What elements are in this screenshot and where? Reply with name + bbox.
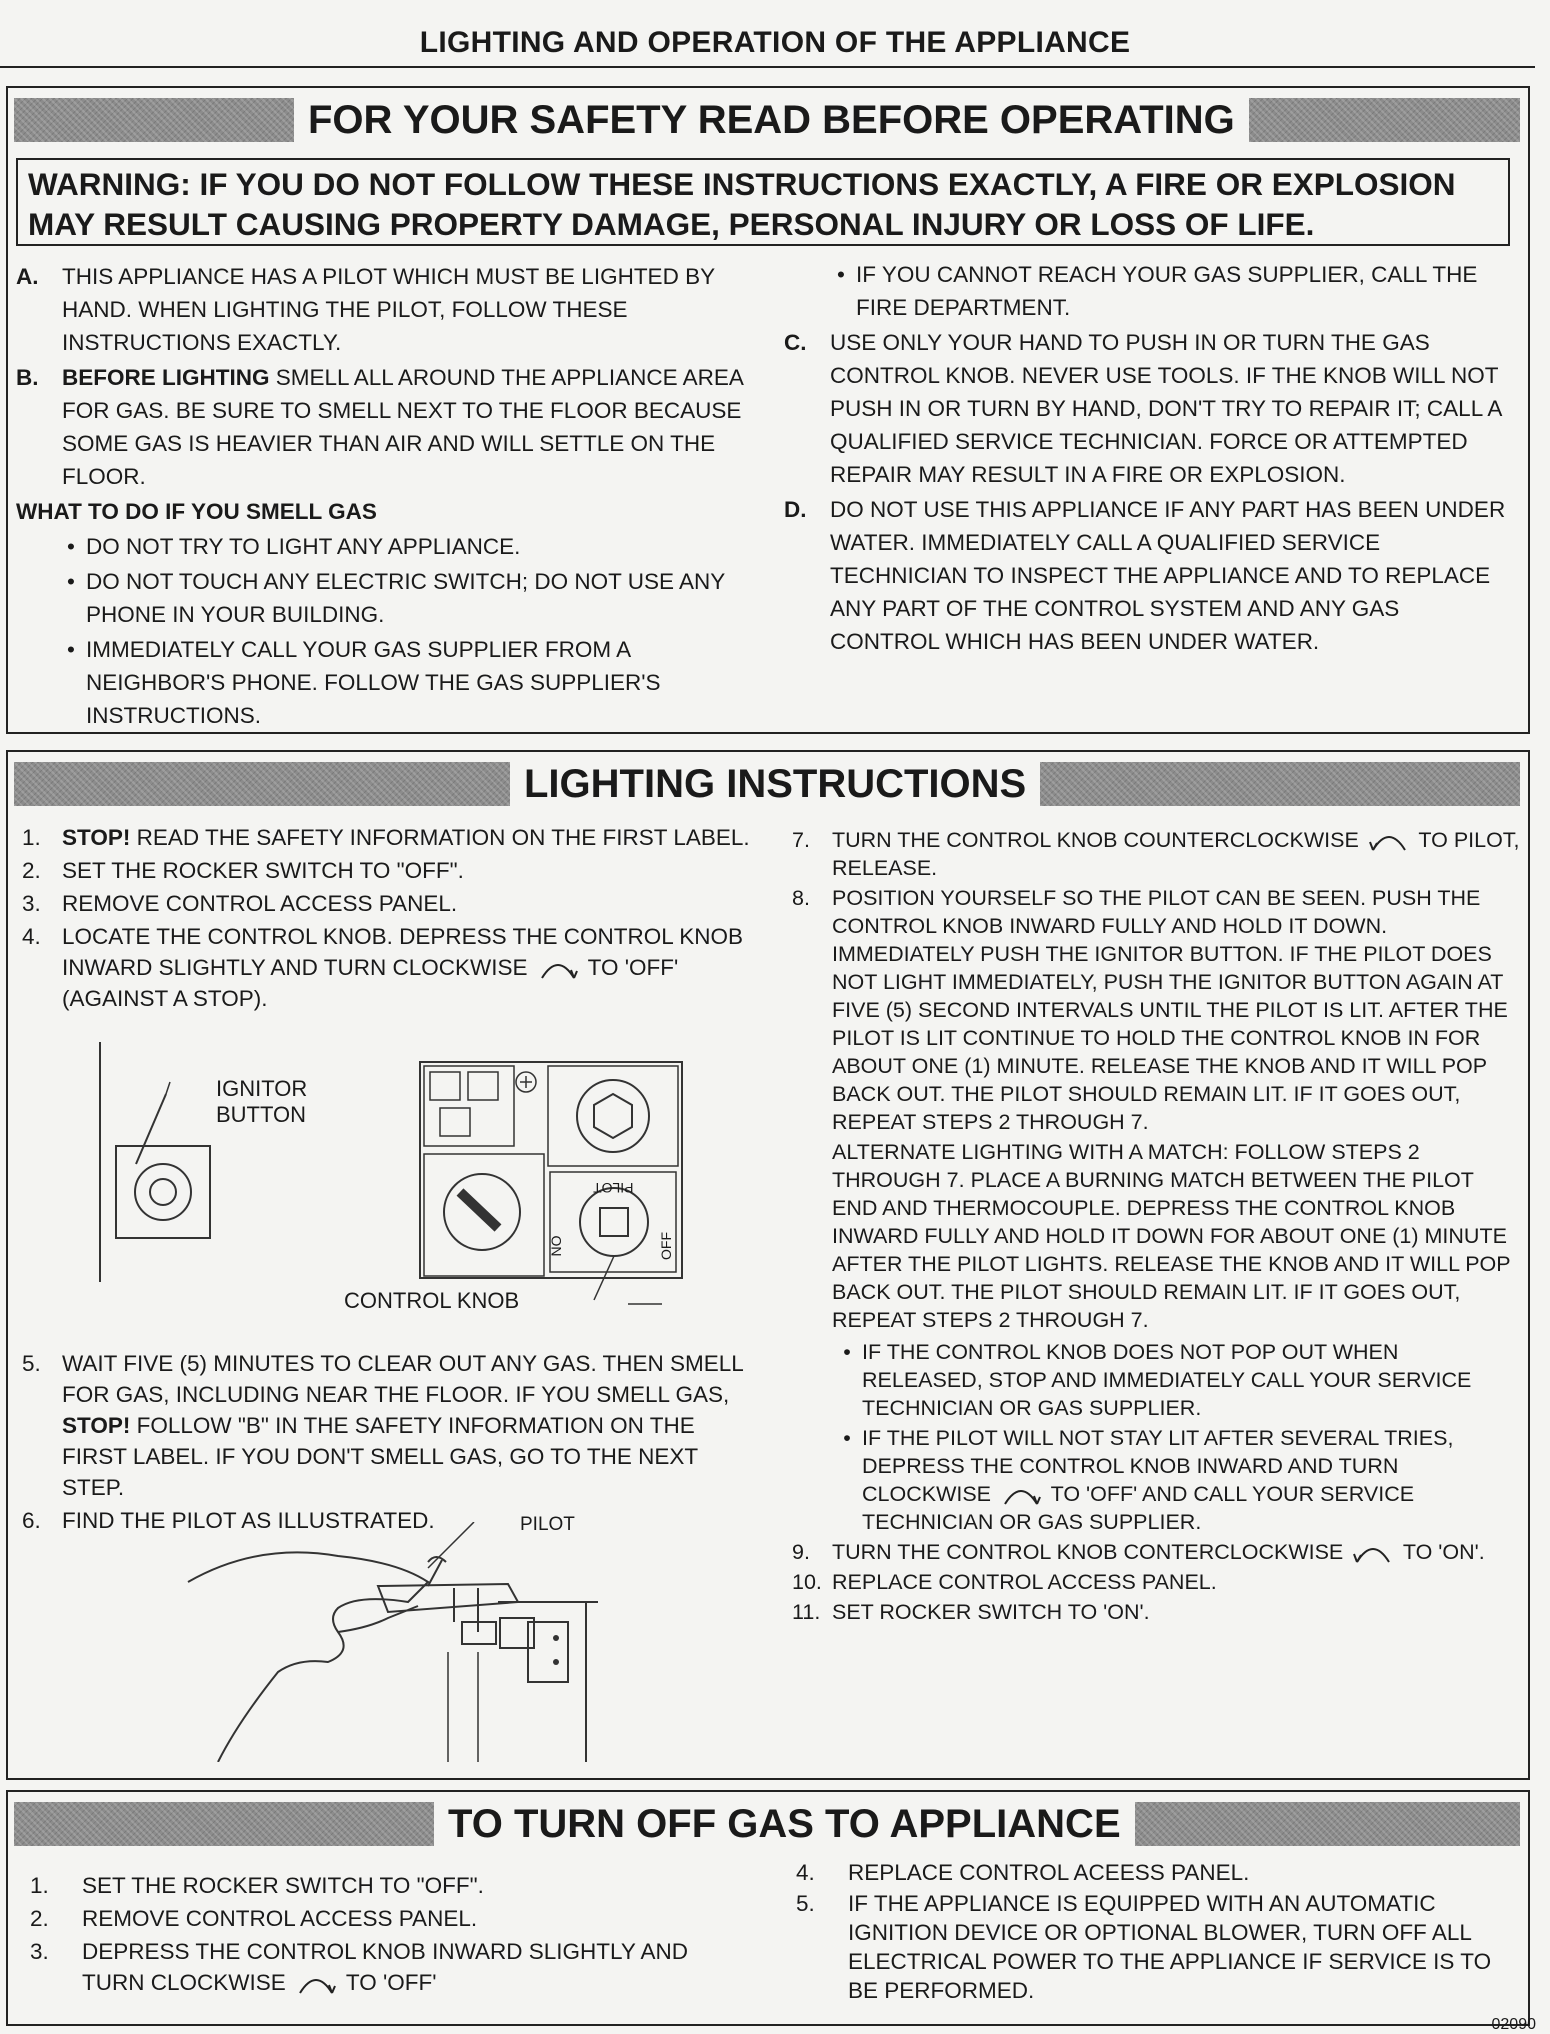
banner-hatch-right: [1135, 1802, 1520, 1846]
turn-off-step-2: [30, 1903, 750, 1934]
list-item-text: IF THE PILOT WILL NOT STAY LIT AFTER SEVERAL TRIES, DEPRESS THE CONTROL KNOB INWARD AND TURN CLOCKWISE: [862, 1426, 1454, 1506]
step-number: 6.: [22, 1508, 41, 1533]
pilot-label: PILOT: [520, 1514, 575, 1535]
counterclockwise-arrow-icon: [1369, 830, 1409, 852]
step-text: IF THE APPLIANCE IS EQUIPPED WITH AN AUTOMATIC IGNITION DEVICE OR OPTIONAL BLOWER, TURN OFF ALL ELECTRICAL POWER TO THE APPLIANCE IF SERVICE IS TO BE PERFORMED.: [848, 1891, 1492, 2003]
item-text: SMELL ALL AROUND THE APPLIANCE AREA FOR GAS. BE SURE TO SMELL NEXT TO THE FLOOR BECAUSE SOME GAS IS HEAVIER THAN AIR AND WILL SETTLE ON THE FLOOR.: [62, 365, 743, 489]
page-title: LIGHTING AND OPERATION OF THE APPLIANCE: [419, 26, 1131, 59]
what-to-do-heading: WHAT TO DO IF YOU SMELL GAS: [16, 499, 377, 524]
step-text: REPLACE CONTROL ACCESS PANEL.: [832, 1570, 1217, 1594]
step-text: DEPRESS THE CONTROL KNOB INWARD SLIGHTLY AND TURN CLOCKWISE: [82, 1939, 688, 1995]
ignitor-button-label: IGNITOR BUTTON: [216, 1076, 308, 1127]
step-text: WAIT FIVE (5) MINUTES TO CLEAR OUT ANY GAS. THEN SMELL FOR GAS, INCLUDING NEAR THE FLOOR. IF YOU SMELL GAS,: [62, 1351, 743, 1407]
turn-off-left-column: [30, 1870, 750, 2000]
step-number: 5.: [22, 1351, 41, 1376]
turn-off-section: [6, 1790, 1530, 2026]
turn-off-banner-text: TO TURN OFF GAS TO APPLIANCE: [448, 1802, 1121, 1846]
item-text: USE ONLY YOUR HAND TO PUSH IN OR TURN THE GAS CONTROL KNOB. NEVER USE TOOLS. IF THE KNOB WILL NOT PUSH IN OR TURN BY HAND, DON'T TRY TO REPAIR IT; CALL A QUALIFIED SERVICE TECHNICIAN. FORCE OR ATTEMPTED REPAIR MAY RESULT IN A FIRE OR EXPLOSION.: [830, 330, 1502, 487]
clockwise-arrow-icon: [1001, 1484, 1041, 1506]
warning-box: WARNING: IF YOU DO NOT FOLLOW THESE INSTRUCTIONS EXACTLY, A FIRE OR EXPLOSION MAY RESULT CAUSING PROPERTY DAMAGE, PERSONAL INJURY OR LOSS OF LIFE.: [16, 158, 1510, 246]
list-item-text: DO NOT TOUCH ANY ELECTRIC SWITCH; DO NOT USE ANY PHONE IN YOUR BUILDING.: [86, 569, 725, 627]
safety-right-column: [784, 258, 1514, 660]
step-text: READ THE SAFETY INFORMATION ON THE FIRST LABEL.: [130, 825, 750, 850]
turn-off-right-column: [796, 1858, 1516, 2007]
clockwise-arrow-icon: [296, 1973, 336, 1995]
item-label: A.: [16, 264, 39, 289]
step-1: [22, 822, 762, 853]
lighting-banner: [14, 762, 1520, 806]
safety-banner: [14, 98, 1520, 142]
step-text: SET THE ROCKER SWITCH TO "OFF".: [82, 1873, 484, 1898]
step-number: 5.: [796, 1891, 815, 1916]
stop-bold: STOP!: [62, 1413, 131, 1438]
list-item-text: TO 'OFF' AND CALL YOUR SERVICE TECHNICIAN OR GAS SUPPLIER.: [862, 1482, 1415, 1534]
step-text: TO PILOT, RELEASE.: [832, 828, 1520, 880]
step-text: TO 'OFF' (AGAINST A STOP).: [62, 955, 679, 1011]
banner-hatch-left: [14, 98, 294, 142]
step-3: [22, 888, 762, 919]
bullet-icon: •: [837, 262, 845, 287]
step-5: [22, 1348, 762, 1503]
list-item: [832, 1338, 1522, 1422]
alternate-lighting-text: ALTERNATE LIGHTING WITH A MATCH: FOLLOW STEPS 2 THROUGH 7. PLACE A BURNING MATCH BETWEEN THE PILOT END AND THERMOCOUPLE. DEPRESS THE CONTROL KNOB INWARD FULLY AND HOLD IT DOWN FOR ABOUT ONE (1) MINUTE AFTER THE PILOT LIGHTS. RELEASE THE KNOB AND IT WILL POP BACK OUT. THE PILOT SHOULD REMAIN LIT. IF IT GOES OUT, REPEAT STEPS 2 THROUGH 7.: [832, 1140, 1511, 1332]
step-text: REMOVE CONTROL ACCESS PANEL.: [82, 1906, 478, 1931]
list-item: [56, 565, 756, 631]
step-number: 4.: [796, 1860, 815, 1885]
turn-off-banner: [14, 1802, 1520, 1846]
list-item-text: DO NOT TRY TO LIGHT ANY APPLIANCE.: [86, 534, 521, 559]
what-to-do-list: [16, 530, 756, 732]
on-small-label: ON: [548, 1235, 565, 1257]
step-text: POSITION YOURSELF SO THE PILOT CAN BE SEEN. PUSH THE CONTROL KNOB INWARD FULLY AND HOLD IT DOWN. IMMEDIATELY PUSH THE IGNITOR BUTTON. IF THE PILOT DOES NOT LIGHT IMMEDIATELY, PUSH THE IGNITOR BUTTON AGAIN AT FIVE (5) SECOND INTERVALS UNTIL THE PILOT IS LIT. AFTER THE PILOT IS LIT CONTINUE TO HOLD THE CONTROL KNOB IN FOR ABOUT ONE (1) MINUTE. RELEASE THE KNOB AND IT WILL POP BACK OUT. THE PILOT SHOULD REMAIN LIT. IF IT GOES OUT, REPEAT STEPS 2 THROUGH 7.: [832, 886, 1508, 1134]
item-text: DO NOT USE THIS APPLIANCE IF ANY PART HAS BEEN UNDER WATER. IMMEDIATELY CALL A QUALIFIED SERVICE TECHNICIAN TO INSPECT THE APPLIANCE AND TO REPLACE ANY PART OF THE CONTROL SYSTEM AND ANY GAS CONTROL WHICH HAS BEEN UNDER WATER.: [830, 497, 1506, 654]
lighting-section: [6, 750, 1530, 1780]
step-text: FOLLOW "B" IN THE SAFETY INFORMATION ON THE FIRST LABEL. IF YOU DON'T SMELL GAS, GO TO THE NEXT STEP.: [62, 1413, 698, 1500]
safety-item-a: [16, 260, 756, 359]
banner-hatch-right: [1249, 98, 1520, 142]
lighting-left-column-lower: [22, 1348, 762, 1538]
step-number: 3.: [22, 891, 41, 916]
pilot-small-label: PILOT: [593, 1180, 634, 1196]
pilot-illustration: [178, 1522, 598, 1762]
step-text: TO 'ON'.: [1402, 1540, 1485, 1564]
step-text: SET ROCKER SWITCH TO 'ON'.: [832, 1600, 1150, 1624]
list-item-text: IMMEDIATELY CALL YOUR GAS SUPPLIER FROM A NEIGHBOR'S PHONE. FOLLOW THE GAS SUPPLIER'S INSTRUCTIONS.: [86, 637, 661, 728]
banner-hatch-right: [1040, 762, 1520, 806]
what-to-do-list-continued: [784, 258, 1514, 324]
bullet-icon: •: [67, 637, 75, 662]
safety-left-column: [16, 260, 756, 734]
list-item: [56, 633, 756, 732]
step-text: REMOVE CONTROL ACCESS PANEL.: [62, 891, 458, 916]
turn-off-step-1: [30, 1870, 750, 1901]
safety-section: [6, 86, 1530, 734]
step-8: [792, 884, 1522, 1136]
lighting-right-column: [792, 826, 1522, 1628]
step-number: 3.: [30, 1939, 49, 1964]
safety-item-c: [784, 326, 1514, 491]
step-text: LOCATE THE CONTROL KNOB. DEPRESS THE CONTROL KNOB INWARD SLIGHTLY AND TURN CLOCKWISE: [62, 924, 743, 980]
control-knob-label: CONTROL KNOB: [344, 1288, 520, 1313]
safety-item-d: [784, 493, 1514, 658]
clockwise-arrow-icon: [538, 958, 578, 980]
safety-item-b: [16, 361, 756, 493]
bullet-icon: •: [67, 534, 75, 559]
item-label: B.: [16, 365, 39, 390]
stop-bold: STOP!: [62, 825, 131, 850]
step-number: 8.: [792, 886, 810, 910]
list-item: [56, 530, 756, 563]
step-number: 7.: [792, 828, 810, 852]
turn-off-step-3: [30, 1936, 750, 1998]
safety-banner-text: FOR YOUR SAFETY READ BEFORE OPERATING: [308, 98, 1235, 142]
step-text: REPLACE CONTROL ACEESS PANEL.: [848, 1860, 1250, 1885]
bullet-icon: •: [843, 1340, 851, 1364]
step-2: [22, 855, 762, 886]
banner-hatch-left: [14, 762, 510, 806]
step-7: [792, 826, 1522, 882]
step-11: [792, 1598, 1522, 1626]
item-label: D.: [784, 497, 807, 522]
turn-off-step-4: [796, 1858, 1516, 1887]
step-number: 1.: [30, 1873, 49, 1898]
step-4: [22, 921, 762, 1014]
list-item: [826, 258, 1514, 324]
list-item-text: IF THE CONTROL KNOB DOES NOT POP OUT WHEN RELEASED, STOP AND IMMEDIATELY CALL YOUR SERVICE TECHNICIAN OR GAS SUPPLIER.: [862, 1340, 1472, 1420]
step-text: TO 'OFF': [345, 1970, 437, 1995]
off-small-label: OFF: [658, 1232, 674, 1260]
item-label: C.: [784, 330, 807, 355]
step-number: 1.: [22, 825, 41, 850]
lighting-left-column: [22, 822, 762, 1016]
step-10: [792, 1568, 1522, 1596]
step-number: 2.: [30, 1906, 49, 1931]
step-number: 11.: [792, 1600, 821, 1624]
footer-code: 02090: [1491, 2016, 1536, 2033]
counterclockwise-arrow-icon: [1353, 1542, 1393, 1564]
item-text: THIS APPLIANCE HAS A PILOT WHICH MUST BE LIGHTED BY HAND. WHEN LIGHTING THE PILOT, FOLLOW THESE INSTRUCTIONS EXACTLY.: [62, 264, 715, 355]
step-number: 2.: [22, 858, 41, 883]
bullet-icon: •: [67, 569, 75, 594]
step-text: SET THE ROCKER SWITCH TO "OFF".: [62, 858, 464, 883]
list-item-text: IF YOU CANNOT REACH YOUR GAS SUPPLIER, CALL THE FIRE DEPARTMENT.: [856, 262, 1478, 320]
step-9: [792, 1538, 1522, 1566]
lighting-banner-text: LIGHTING INSTRUCTIONS: [524, 762, 1027, 806]
before-lighting-bold: BEFORE LIGHTING: [62, 365, 270, 390]
step-text: FIND THE PILOT AS ILLUSTRATED.: [62, 1508, 435, 1533]
turn-off-step-5: [796, 1889, 1516, 2005]
alternate-lighting: [792, 1138, 1522, 1536]
banner-hatch-left: [14, 1802, 434, 1846]
title-rule: [0, 66, 1535, 68]
step-number: 9.: [792, 1540, 810, 1564]
list-item: [832, 1424, 1522, 1536]
step-text: TURN THE CONTROL KNOB CONTERCLOCKWISE: [832, 1540, 1344, 1564]
bullet-icon: •: [843, 1426, 851, 1450]
step-number: 10.: [792, 1570, 822, 1594]
step-text: TURN THE CONTROL KNOB COUNTERCLOCKWISE: [832, 828, 1359, 852]
step-number: 4.: [22, 924, 41, 949]
